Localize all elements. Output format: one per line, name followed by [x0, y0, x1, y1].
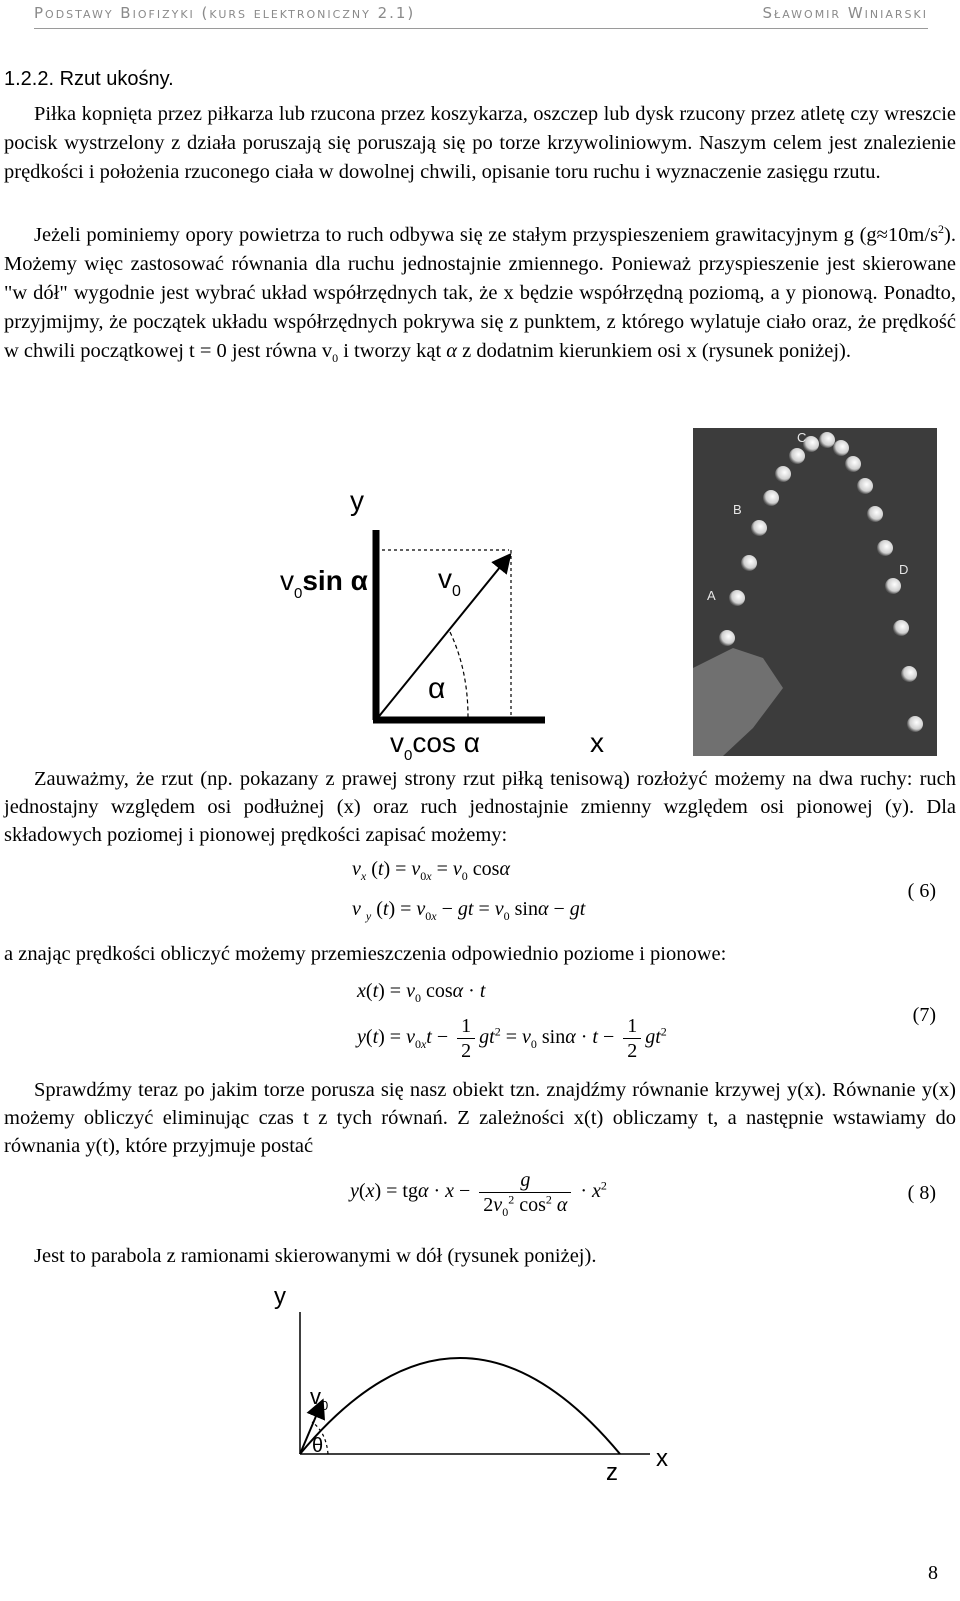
photo-label-a: A	[707, 588, 716, 603]
v0-sin-label: $v_0\sin$ α	[280, 565, 368, 602]
photo-label-c: C	[797, 430, 807, 445]
v0-cos-label: $v_0\cos$ α	[390, 727, 480, 764]
v0-label-2: $v_0$	[310, 1384, 329, 1413]
photo-label-b: B	[733, 502, 742, 517]
parabola-trajectory-figure	[270, 1282, 690, 1492]
page-number: 8	[928, 1562, 938, 1584]
paragraph-6: Jest to parabola z ramionami skierowanymi w dół (rysunek poniżej).	[34, 1245, 597, 1267]
equation-7a: $x(t) = v_0$ cosα · t	[357, 980, 486, 1005]
header-right: Sławomir Winiarski	[762, 4, 928, 22]
equation-7-number: (7)	[912, 1004, 936, 1026]
tennis-ball-photo	[693, 428, 937, 756]
angle-arc	[450, 632, 468, 717]
equation-6b: v $_y$ $(t) = v_{0x}$ − gt = $v_0$ sinα − gt	[352, 898, 586, 923]
paragraph-5: Sprawdźmy teraz po jakim torze porusza się nasz obiekt tzn. znajdźmy równanie krzywej y(x). Równanie y(x) możemy obliczyć eliminując czas t z tych równań. Z zależności x(t) obliczamy t, a następnie wstawiamy do równania y(t), które przyjmuje postać	[4, 1079, 956, 1157]
x-axis-label-2: x	[656, 1445, 668, 1472]
paragraph-1: Piłka kopnięta przez piłkarza lub rzucona przez koszykarza, oszczep lub dysk rzucony przez atletę czy wreszcie pocisk wystrzelony z działa poruszają się poruszają się po torze krzywoliniowym. Naszym celem jest znalezienie prędkości i położenia rzuconego ciała w dowolnej chwili, opisanie toru ruchu i wyznaczenie zasięgu rzutu.	[4, 103, 956, 183]
equation-8-number: ( 8)	[907, 1182, 936, 1204]
theta-label: θ	[312, 1435, 324, 1457]
equation-6-number: ( 6)	[907, 880, 936, 902]
y-axis-label-2: y	[274, 1283, 286, 1310]
x-axis-label: x	[590, 727, 604, 758]
y-axis-label: y	[350, 485, 364, 516]
equation-8: y(x) = tgα · x − $\frac{g}{2v_0^2 \cos^2 \alpha}$ · $x^2$	[350, 1169, 607, 1219]
photo-label-d: D	[899, 562, 909, 577]
z-label: z	[606, 1459, 618, 1486]
velocity-decomposition-figure	[270, 470, 630, 770]
header-left: Podstawy Biofizyki (kurs elektroniczny 2.1)	[34, 4, 416, 22]
parabola-curve	[300, 1358, 620, 1454]
paragraph-3: Zauważmy, że rzut (np. pokazany z prawej strony rzut piłką tenisową) rozłożyć możemy na dwa ruchy: ruch jednostajny względem osi podłużnej (x) oraz ruch jednostajnie zmienny względem osi pionowej (y). Dla składowych poziomej i pionowej prędkości zapisać możemy:	[4, 768, 956, 846]
header-rule	[34, 28, 928, 29]
equation-7b: $y(t) = v_{0x}t$ − $\frac{1}{2}$ $gt^2 = v_0$ sinα · t − $\frac{1}{2}$ $gt^2$	[357, 1015, 667, 1062]
paragraph-2: Jeżeli pominiemy opory powietrza to ruch odbywa się ze stałym przyspieszeniem grawitacyjnym g $(g\approx 10m/s^2)$. Możemy więc zastosować równania dla ruchu jednostajnie zmiennego. Ponieważ przyspieszenie jest skierowane "w dół" wygodnie jest wybrać układ współrzędnych tak, że x będzie współrzędną poziomą, a y pionową. Ponadto, przyjmijmy, że początek układu współrzędnych pokrywa się z punktem, z którego wylatuje ciało oraz, że prędkość w chwili początkowej t = 0 jest równa $v_0$ i tworzy kąt α z dodatnim kierunkiem osi x (rysunek poniżej).	[4, 222, 956, 366]
running-header	[34, 4, 928, 28]
paragraph-4: a znając prędkości obliczyć możemy przemieszczenia odpowiednio poziome i pionowe:	[4, 943, 727, 965]
section-title: 1.2.2. Rzut ukośny.	[4, 68, 174, 90]
alpha-label: α	[428, 672, 446, 705]
equation-6a: $v_x$ $(t) = v_{0x} = v_0$ cosα	[352, 858, 510, 883]
v0-label: $v_0$	[438, 563, 461, 600]
